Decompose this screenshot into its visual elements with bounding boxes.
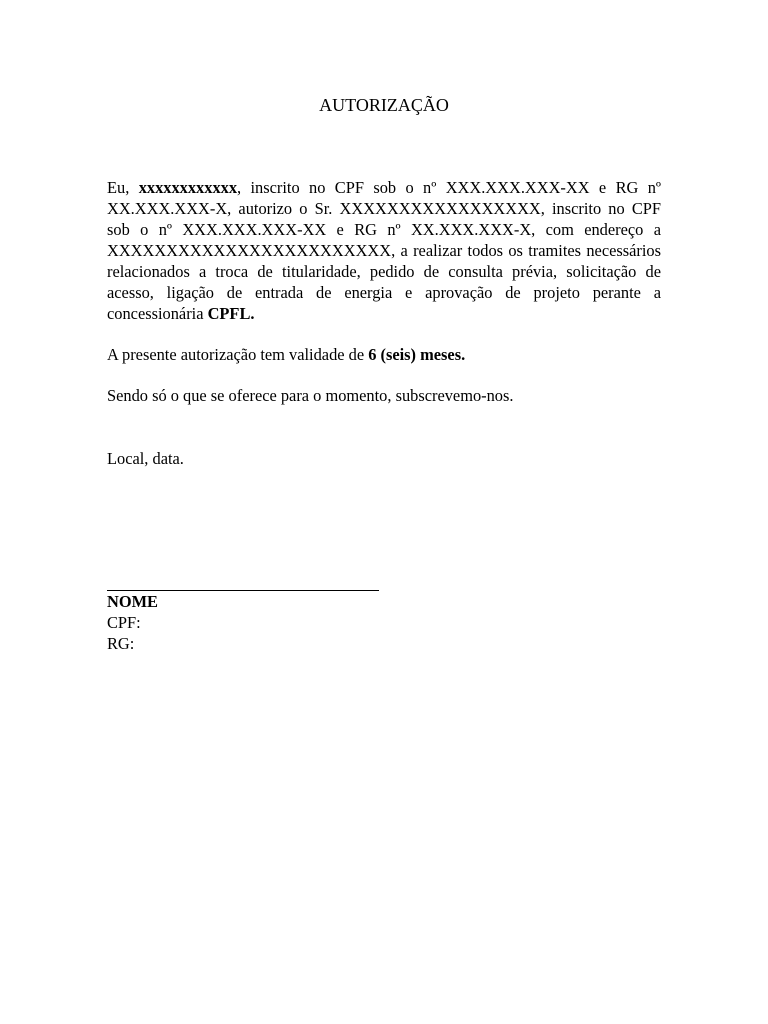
validity-paragraph [107,344,661,365]
validity-text: A presente autorização tem validade de [107,345,369,364]
company-name: CPFL. [207,304,255,323]
grantor-name-placeholder: xxxxxxxxxxxx [138,178,238,197]
validity-period: 6 (seis) meses. [368,345,466,364]
authorization-paragraph [107,177,661,324]
place-date: Local, data. [107,449,184,468]
paragraph-intro: Eu, [107,178,139,197]
signature-line [107,573,379,591]
paragraph-text: , inscrito no CPF sob o nº XXX.XXX.XXX-XX e RG nº XX.XXX.XXX-X, autorizo o Sr. XXXXXXXXXXXXXXXXX, inscrito no CPF sob o nº XXX.XXX.XXX-XX e RG nº XX.XXX.XXX-X, com endereço a XXXXXXXXXXXXXXXXXXXXXXXX, a realizar todos os tramites necessários relacionados a troca de titularidade, pedido de consulta prévia, solicitação de acesso, ligação de entrada de energia e aprovação de projeto perante a concessionária [107,178,662,323]
signature-rg: RG: [107,634,135,653]
document-title: AUTORIZAÇÃO [319,95,449,115]
closing-paragraph: Sendo só o que se oferece para o momento, subscrevemo-nos. [107,386,514,405]
signature-block [107,573,407,654]
signature-name: NOME [107,592,158,611]
signature-cpf: CPF: [107,613,141,632]
document-body [107,177,661,469]
